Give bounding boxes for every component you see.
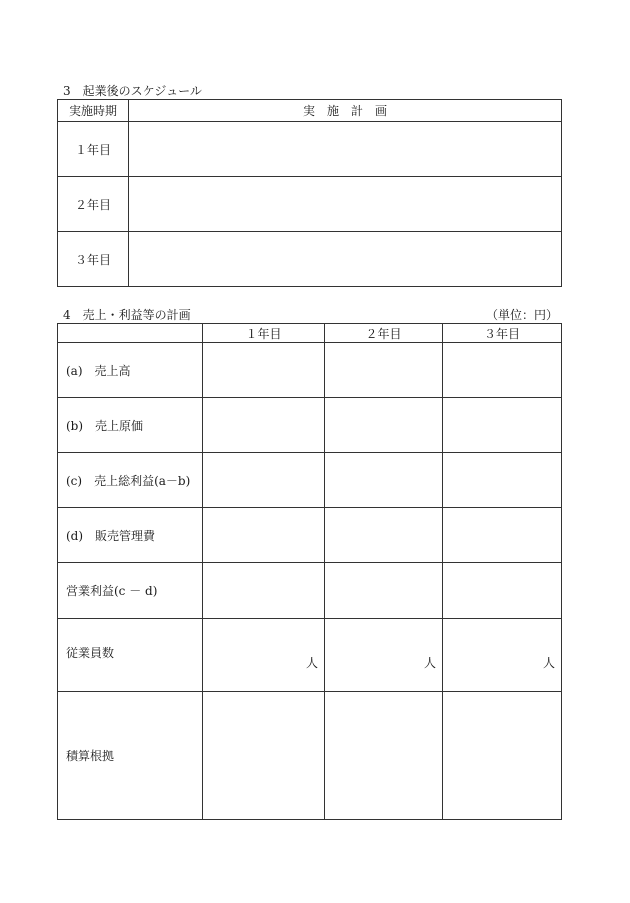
basis-cell[interactable] xyxy=(203,692,325,820)
operating-profit-cell[interactable] xyxy=(203,563,325,619)
schedule-period-year3: ３年目 xyxy=(58,232,129,287)
employees-cell-year2[interactable] xyxy=(325,619,443,692)
sga-cell[interactable] xyxy=(325,508,443,563)
sga-cell[interactable] xyxy=(203,508,325,563)
basis-cell[interactable] xyxy=(325,692,443,820)
sales-header-year2: ２年目 xyxy=(325,324,443,343)
operating-profit-cell[interactable] xyxy=(325,563,443,619)
sga-cell[interactable] xyxy=(443,508,562,563)
sales-header-blank xyxy=(58,324,203,343)
sales-header-year3: ３年目 xyxy=(443,324,562,343)
schedule-plan-year3[interactable] xyxy=(129,232,562,287)
sales-cell[interactable] xyxy=(203,343,325,398)
sales-table xyxy=(57,323,562,820)
sales-cell[interactable] xyxy=(443,343,562,398)
schedule-col-plan: 実 施 計 画 xyxy=(129,100,562,122)
schedule-table xyxy=(57,99,562,287)
sales-header-year1: １年目 xyxy=(203,324,325,343)
cost-of-sales-cell[interactable] xyxy=(325,398,443,453)
gross-profit-cell[interactable] xyxy=(325,453,443,508)
sales-cell[interactable] xyxy=(325,343,443,398)
schedule-period-year1: １年目 xyxy=(58,122,129,177)
sales-heading: 4 売上・利益等の計画 xyxy=(63,308,191,322)
schedule-plan-year2[interactable] xyxy=(129,177,562,232)
operating-profit-cell[interactable] xyxy=(443,563,562,619)
row-label-calculation-basis: 積算根拠 xyxy=(58,692,203,820)
employees-unit: 人 xyxy=(423,656,436,670)
sales-unit-label: （単位：円） xyxy=(485,308,558,322)
schedule-heading: 3 起業後のスケジュール xyxy=(63,84,202,98)
row-label-employees: 従業員数 xyxy=(58,619,203,692)
row-label-cost-of-sales: (b) 売上原価 xyxy=(58,398,203,453)
gross-profit-cell[interactable] xyxy=(443,453,562,508)
cost-of-sales-cell[interactable] xyxy=(203,398,325,453)
row-label-sga-expenses: (d) 販売管理費 xyxy=(58,508,203,563)
employees-unit: 人 xyxy=(542,656,555,670)
cost-of-sales-cell[interactable] xyxy=(443,398,562,453)
employees-unit: 人 xyxy=(305,656,318,670)
row-label-operating-profit: 営業利益(c － d) xyxy=(58,563,203,619)
basis-cell[interactable] xyxy=(443,692,562,820)
employees-cell-year1[interactable] xyxy=(203,619,325,692)
schedule-period-year2: ２年目 xyxy=(58,177,129,232)
schedule-col-period: 実施時期 xyxy=(58,100,129,122)
row-label-gross-profit: (c) 売上総利益(a－b) xyxy=(58,453,203,508)
row-label-sales: (a) 売上高 xyxy=(58,343,203,398)
gross-profit-cell[interactable] xyxy=(203,453,325,508)
schedule-plan-year1[interactable] xyxy=(129,122,562,177)
employees-cell-year3[interactable] xyxy=(443,619,562,692)
